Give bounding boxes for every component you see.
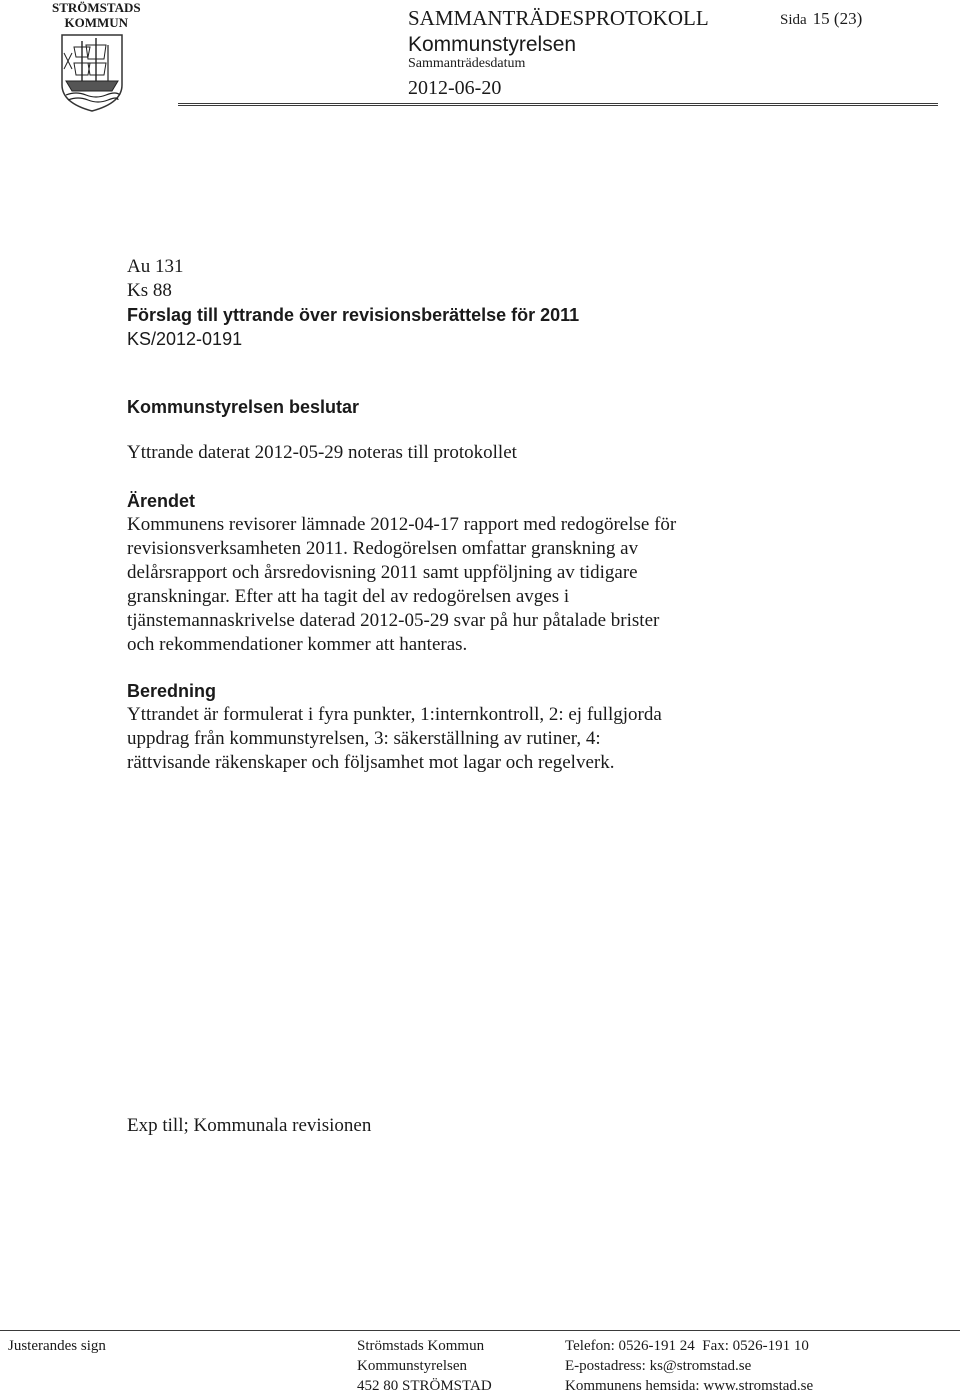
beredning-line: uppdrag från kommunstyrelsen, 3: säkerställning av rutiner, 4: [127,728,601,749]
arendet-line: granskningar. Efter att ha tagit del av redogörelsen avges i [127,586,570,607]
municipality-line1: STRÖMSTADS [52,0,141,15]
protocol-title: SAMMANTRÄDESPROTOKOLL [408,6,709,30]
reference-ks: Ks 88 [127,280,172,301]
header-divider [178,103,938,104]
distribution-note: Exp till; Kommunala revisionen [127,1115,372,1136]
municipal-crest-icon [60,33,124,113]
phone: Telefon: 0526-191 24 [565,1338,695,1354]
board-name: Kommunstyrelsen [408,33,577,56]
decision-text: Yttrande daterat 2012-05-29 noteras till protokollet [127,442,517,463]
email-link[interactable]: ks@stromstad.se [649,1358,752,1374]
meeting-date: 2012-06-20 [408,77,502,99]
page-number [780,8,862,31]
minutes-body [127,255,847,775]
contact-block [565,1336,813,1396]
organization-board: Kommunstyrelsen [357,1358,467,1374]
email-line [565,1356,813,1376]
beredning-line: rättvisande räkenskaper och följsamhet mot lagar och regelverk. [127,752,615,773]
reference-au: Au 131 [127,256,184,277]
website-link[interactable]: www.stromstad.se [703,1378,814,1394]
municipality-line2: KOMMUN [64,15,129,30]
arendet-line: tjänstemannaskrivelse daterad 2012-05-29 svar på hur påtalade brister [127,610,660,631]
item-title: Förslag till yttrande över revisionsberättelse för 2011 [127,305,580,325]
arendet-line: revisionsverksamheten 2011. Redogörelsen omfattar granskning av [127,538,639,559]
footer-divider [0,1330,960,1331]
organization-block [357,1336,492,1396]
case-number: KS/2012-0191 [127,329,243,349]
email-label: E-postadress: [565,1358,646,1374]
arendet-heading: Ärendet [127,491,196,511]
fax: Fax: 0526-191 10 [702,1338,809,1354]
arendet-line: delårsrapport och årsredovisning 2011 samt uppföljning av tidigare [127,562,638,583]
phone-fax-line [565,1336,813,1356]
website-line [565,1376,813,1396]
beredning-heading: Beredning [127,681,217,701]
decision-heading: Kommunstyrelsen beslutar [127,397,360,417]
header-divider-secondary [178,105,938,106]
signature-field [8,1336,106,1356]
beredning-line: Yttrandet är formulerat i fyra punkter, 1:internkontroll, 2: ej fullgjorda [127,704,662,725]
municipality-name [52,0,141,30]
signature-label: Justerandes sign [8,1338,106,1354]
page-label: Sida [780,12,807,28]
meeting-date-label: Sammanträdesdatum [408,56,526,71]
organization-name: Strömstads Kommun [357,1338,485,1354]
page-value: 15 (23) [812,9,863,28]
website-label: Kommunens hemsida: [565,1378,700,1394]
organization-address: 452 80 STRÖMSTAD [357,1378,492,1394]
arendet-line: Kommunens revisorer lämnade 2012-04-17 rapport med redogörelse för [127,514,677,535]
arendet-line: och rekommendationer kommer att hanteras. [127,634,468,655]
